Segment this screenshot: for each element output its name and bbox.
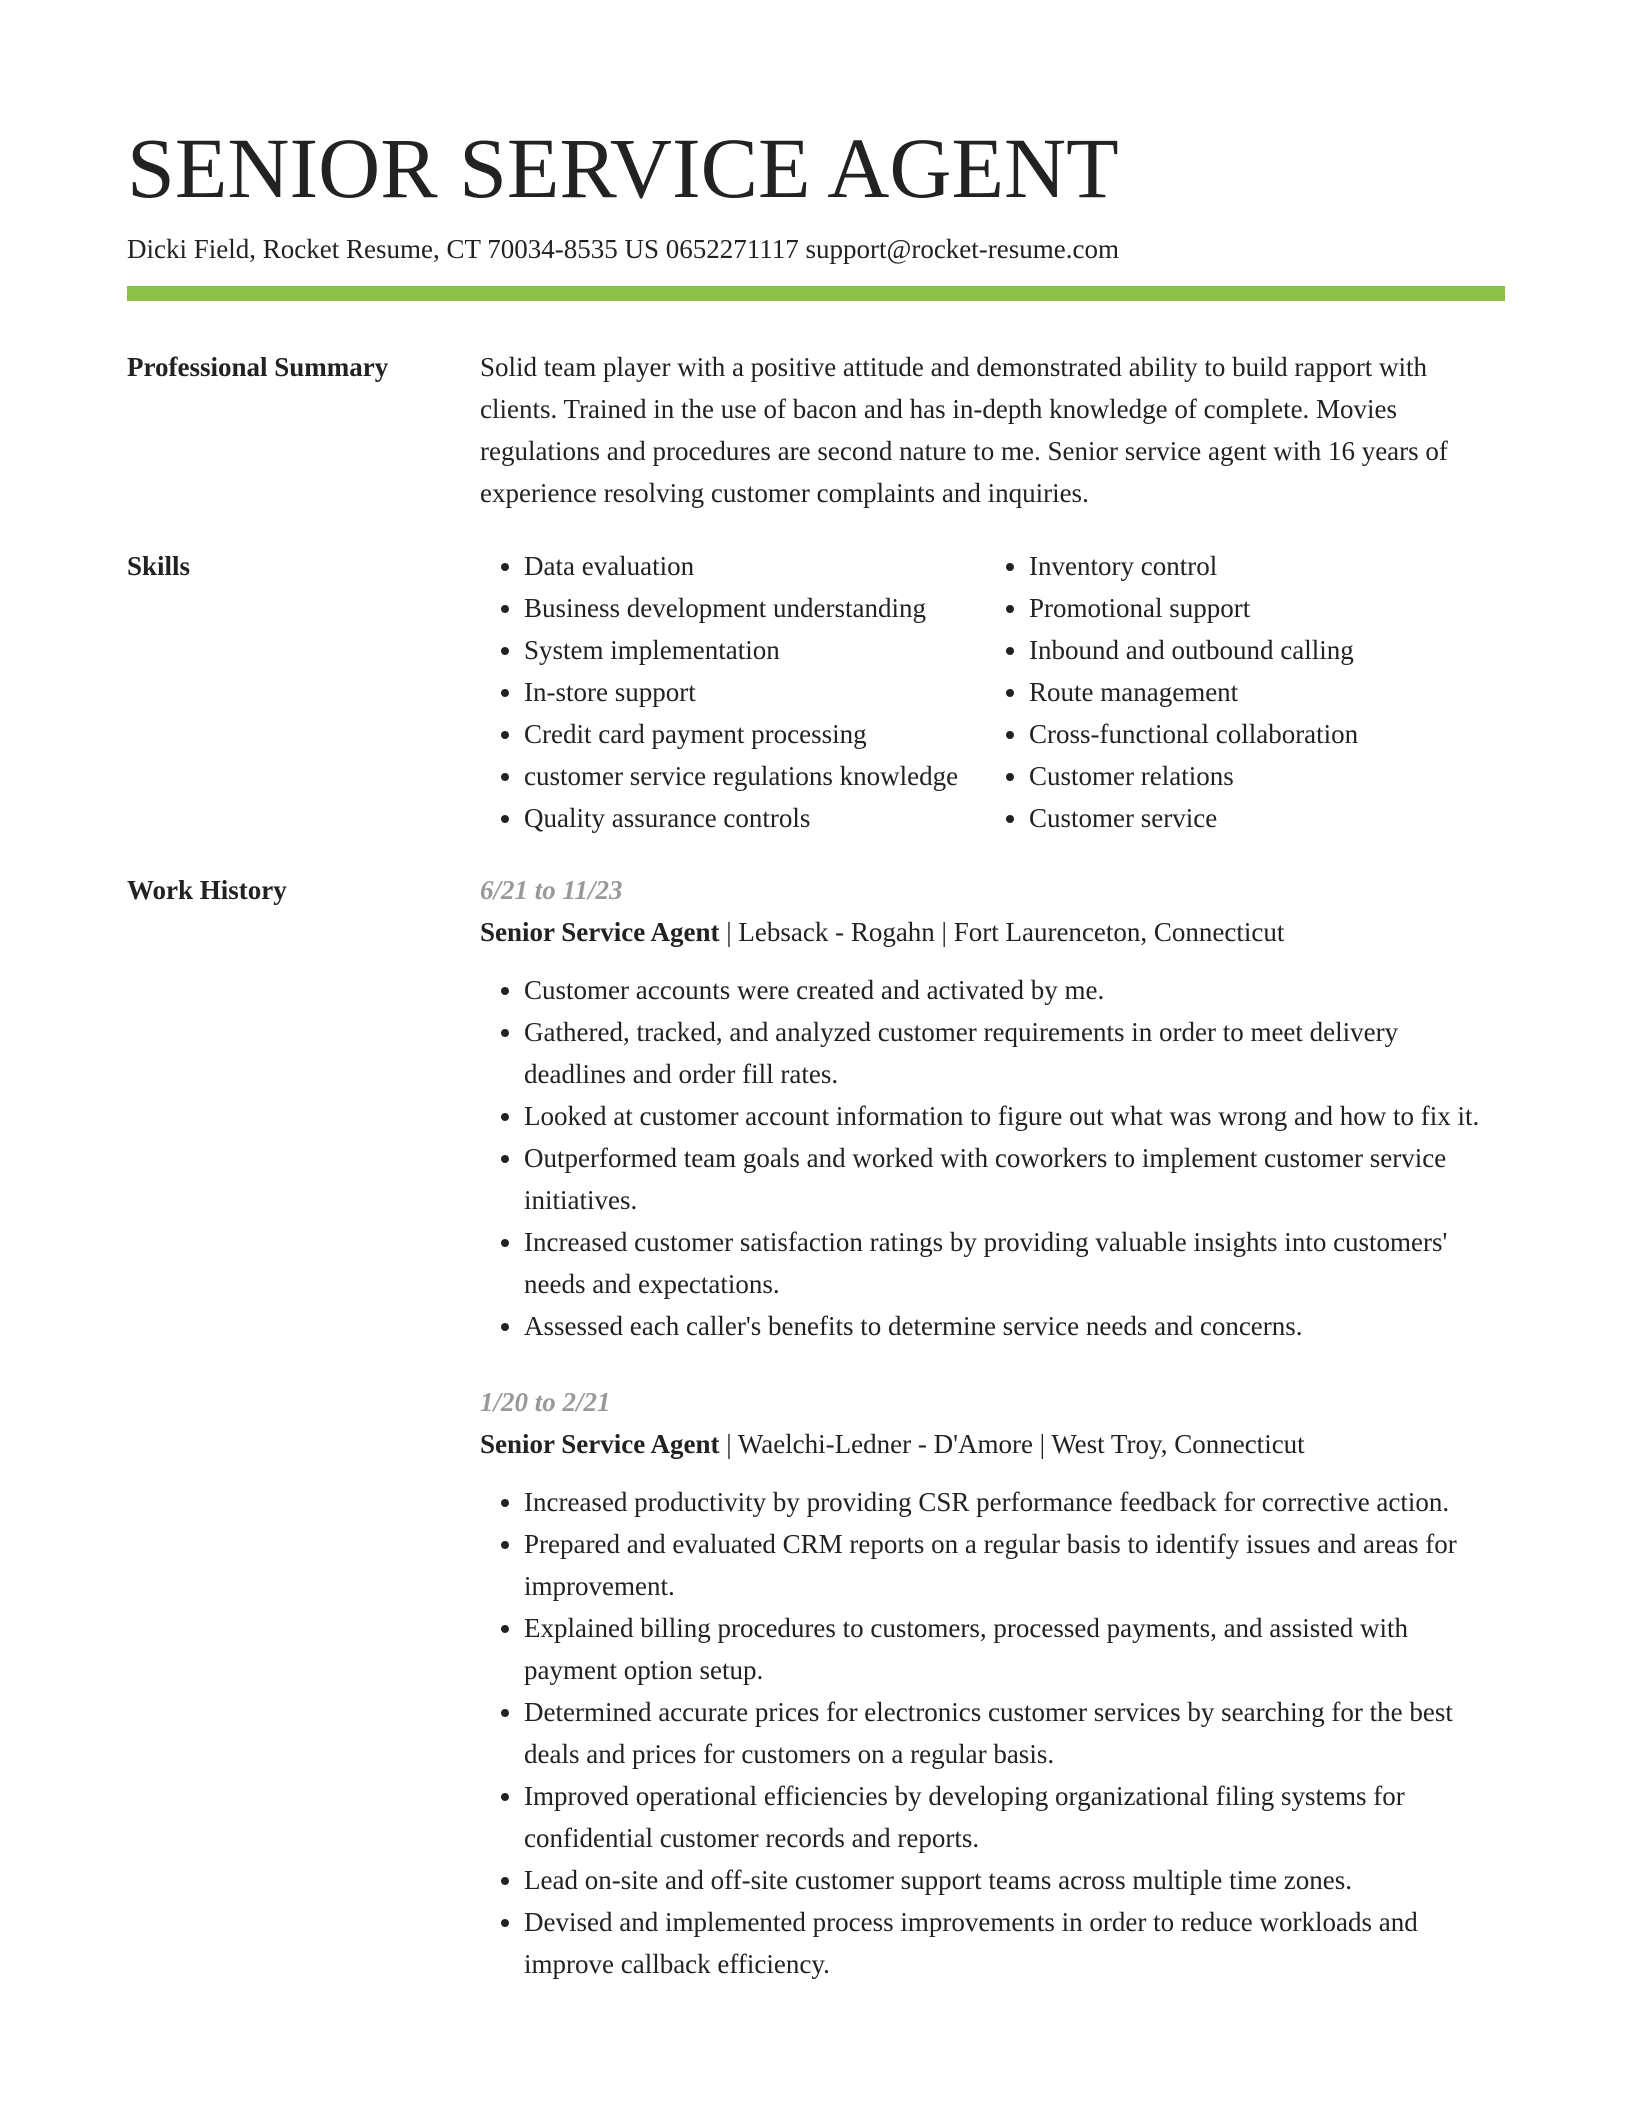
summary-text: Solid team player with a positive attitude and demonstrated ability to build rapport with clients. Trained in the use of bacon and has in-depth knowledge of complete. Movies regulations and procedures are second nature to me. Senior service agent with 16 years of experience resolving customer complaints and inquiries. — [480, 352, 1448, 508]
skills-list-right — [985, 545, 1489, 839]
skill-item: • Route management — [1029, 671, 1489, 713]
skills-columns — [480, 545, 1505, 839]
job-bullet: • Explained billing procedures to customers, processed payments, and assisted with payment option setup. — [524, 1607, 1505, 1691]
job-bullet: • Improved operational efficiencies by developing organizational filing systems for confidential customer records and reports. — [524, 1775, 1505, 1859]
job-title: Senior Service Agent — [480, 1429, 720, 1459]
job-title-line — [480, 1423, 1505, 1465]
job-bullet-list — [480, 969, 1505, 1347]
skill-item: • Customer relations — [1029, 755, 1489, 797]
job-employer-location: | Lebsack - Rogahn | Fort Laurenceton, Connecticut — [719, 917, 1285, 947]
skill-item: • customer service regulations knowledge — [524, 755, 985, 797]
contact-line: Dicki Field, Rocket Resume, CT 70034-8535 US 0652271117 support@rocket-resume.com — [127, 234, 1119, 264]
job-bullet-list — [480, 1481, 1505, 1985]
resume-title: SENIOR SERVICE AGENT — [127, 120, 1119, 216]
summary-label: Professional Summary — [127, 352, 389, 382]
skill-item: • Inventory control — [1029, 545, 1489, 587]
skill-item: • Data evaluation — [524, 545, 985, 587]
job-bullet: • Looked at customer account information to figure out what was wrong and how to fix it. — [524, 1095, 1505, 1137]
job-employer-location: | Waelchi-Ledner - D'Amore | West Troy, Connecticut — [719, 1429, 1305, 1459]
skill-item: • Customer service — [1029, 797, 1489, 839]
work-history-body — [480, 869, 1505, 2019]
job-title: Senior Service Agent — [480, 917, 720, 947]
job-entry — [480, 869, 1505, 1347]
skills-body — [480, 545, 1505, 839]
job-bullet: • Outperformed team goals and worked with coworkers to implement customer service initiatives. — [524, 1137, 1505, 1221]
job-title-line — [480, 911, 1505, 953]
job-bullet: • Lead on-site and off-site customer support teams across multiple time zones. — [524, 1859, 1505, 1901]
job-dates: 1/20 to 2/21 — [480, 1387, 611, 1417]
job-bullet: • Customer accounts were created and activated by me. — [524, 969, 1505, 1011]
job-bullet: • Prepared and evaluated CRM reports on a regular basis to identify issues and areas for improvement. — [524, 1523, 1505, 1607]
skill-item: • Quality assurance controls — [524, 797, 985, 839]
summary-body — [480, 346, 1505, 514]
skill-item: • System implementation — [524, 629, 985, 671]
job-bullet: • Devised and implemented process improvements in order to reduce workloads and improve callback efficiency. — [524, 1901, 1505, 1985]
skill-item: • In-store support — [524, 671, 985, 713]
job-entry — [480, 1381, 1505, 1985]
skill-item: • Inbound and outbound calling — [1029, 629, 1489, 671]
job-bullet: • Increased customer satisfaction ratings by providing valuable insights into customers' needs and expectations. — [524, 1221, 1505, 1305]
skill-item: • Credit card payment processing — [524, 713, 985, 755]
skill-item: • Promotional support — [1029, 587, 1489, 629]
skills-list-left — [480, 545, 985, 839]
job-bullet: • Determined accurate prices for electronics customer services by searching for the best deals and prices for customers on a regular basis. — [524, 1691, 1505, 1775]
skill-item: • Cross-functional collaboration — [1029, 713, 1489, 755]
job-bullet: • Increased productivity by providing CSR performance feedback for corrective action. — [524, 1481, 1505, 1523]
skills-label: Skills — [127, 551, 191, 581]
job-bullet: • Assessed each caller's benefits to determine service needs and concerns. — [524, 1305, 1505, 1347]
job-dates: 6/21 to 11/23 — [480, 875, 623, 905]
header-divider — [127, 286, 1505, 301]
work-history-label: Work History — [127, 875, 287, 905]
job-bullet: • Gathered, tracked, and analyzed customer requirements in order to meet delivery deadlines and order fill rates. — [524, 1011, 1505, 1095]
skill-item: • Business development understanding — [524, 587, 985, 629]
